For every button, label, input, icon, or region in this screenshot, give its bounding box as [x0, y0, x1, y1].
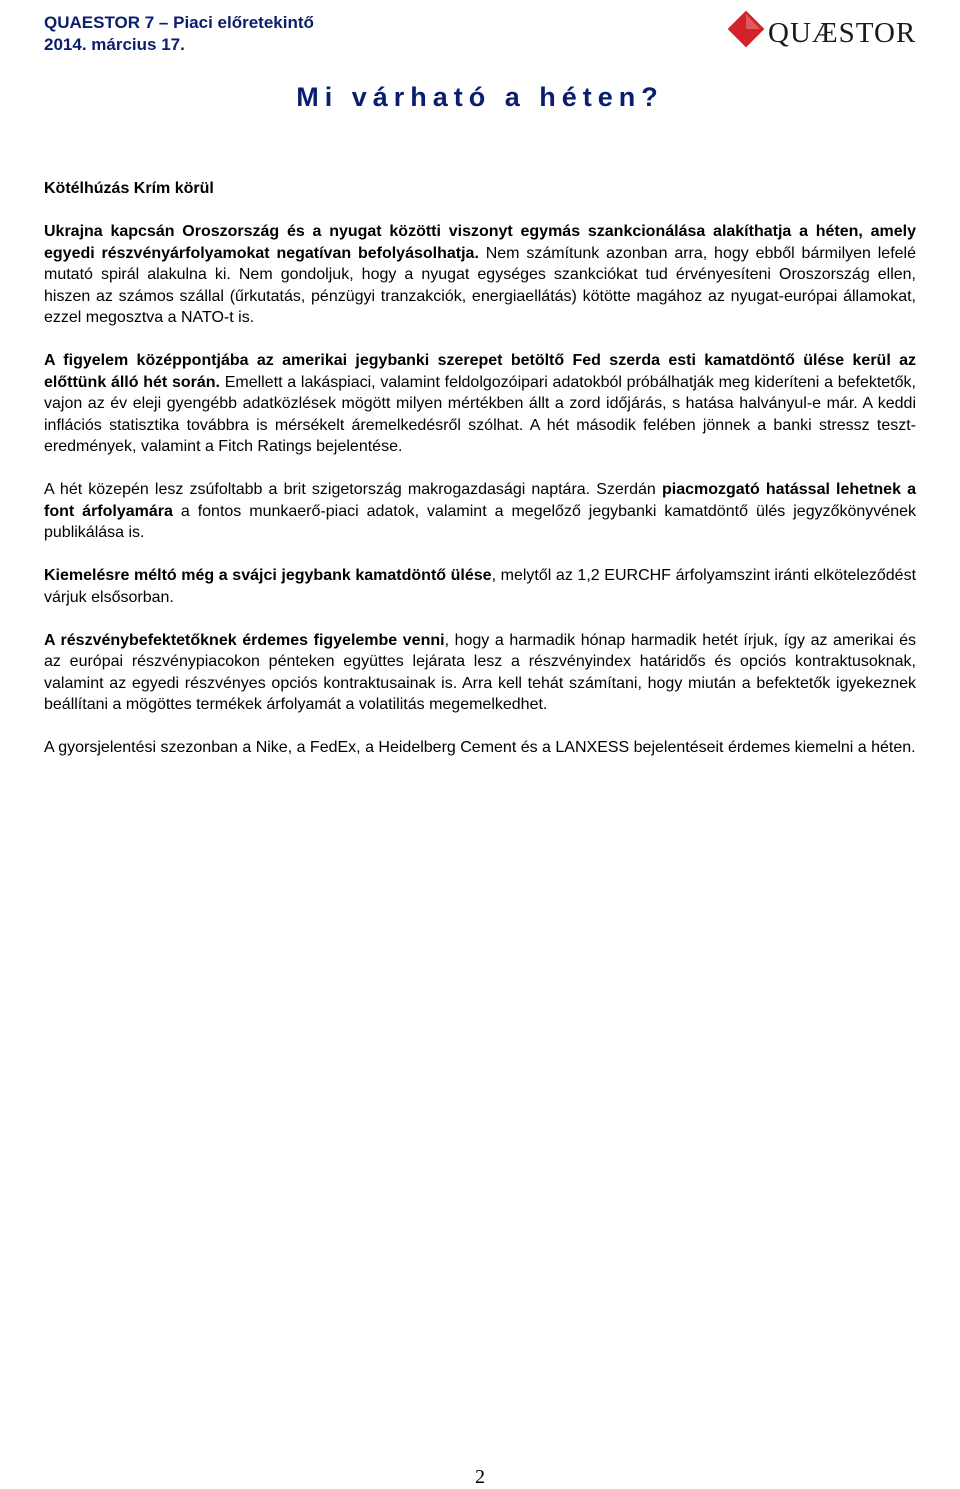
paragraph-fed-bold: A figyelem középpontjába az amerikai jegybanki szerepet betöltő Fed szerda esti kamatdöntő ülése kerül az előttünk álló hét során. [44, 352, 916, 391]
paragraph-ukraine-text: Nem számítunk azonban arra, hogy ebből bármilyen lefelé mutató spirál alakulna ki. Nem gondoljuk, hogy a nyugat egységes szankciókat tud érvényesíteni Oroszország ellen, hiszen az számos szállal (űrkutatás, pénzügyi tranzakciók, energiaellátás) kötötte magához az nyugat-európai államokat, ezzel megosztva a NATO-t is. [44, 244, 917, 326]
paragraph-uk-text-before: A hét közepén lesz zsúfoltabb a brit szigetország makrogazdasági naptára. Szerdán [44, 481, 662, 498]
paragraph-uk-bold: piacmozgató hatással lehetnek a font árfolyamára [44, 481, 916, 520]
paragraph-expiry-bold: A részvénybefektetőknek érdemes figyelembe venni [44, 631, 445, 649]
paragraph-expiry-text: , hogy a harmadik hónap harmadik hetét írjuk, így az amerikai és az európai részvénypiacokon pénteken együttes lejárata lesz a részvényindex határidős és opciós kontraktusoknak, valamint az egyedi részvényes opciós kontraktusainak is. Arra kell tehát számítani, hogy miután a befektetők igyekeznek beállítani a mögöttes termékek árfolyamát a volatilitás megemelkedhet. [44, 631, 916, 713]
section-heading: Kötélhúzás Krím körül [44, 180, 214, 197]
paragraph-fed [44, 350, 916, 458]
paragraph-uk [44, 479, 916, 544]
paragraph-snb-text: , melytől az 1,2 EURCHF árfolyamszint iránti elköteleződést várjuk elsősorban. [44, 567, 917, 606]
header-left [44, 12, 314, 56]
paragraph-ukraine [44, 221, 916, 329]
paragraph-earnings-text: A gyorsjelentési szezonban a Nike, a FedEx, a Heidelberg Cement és a LANXESS bejelentéseit érdemes kiemelni a héten. [44, 739, 916, 756]
article-body [44, 178, 916, 780]
paragraph-uk-text-after: a fontos munkaerő-piaci adatok, valamint a megelőző jegybanki kamatdöntő ülés jegyzőkönyvének publikálása is. [44, 502, 916, 541]
paragraph-earnings [44, 737, 916, 759]
report-date: 2014. március 17. [44, 35, 185, 54]
quaestor-logo [724, 6, 924, 58]
paragraph-expiry [44, 630, 916, 716]
paragraph-ukraine-bold: Ukrajna kapcsán Oroszország és a nyugat közötti viszonyt egymás szankcionálása alakíthatja a héten, amely egyedi részvényárfolyamokat negatívan befolyásolhatja. [44, 223, 916, 262]
report-title: QUAESTOR 7 – Piaci előretekintő [44, 13, 314, 32]
paragraph-snb [44, 565, 916, 608]
paragraph-fed-text: Emellett a lakáspiaci, valamint feldolgozóipari adatokból próbálhatják meg kideríteni a befektetők, vajon az év eleji gyengébb adatközlések mögött milyen mértékben állt a zord időjárás, s hatása halványul-e már. A keddi inflációs statisztika továbbra is mérsékelt áremelkedésről szólhat. A hét második felében jönnek a banki stressz teszt-eredmények, valamint a Fitch Ratings bejelentése. [44, 373, 916, 455]
logo-wordmark: QUÆSTOR [768, 17, 917, 49]
page-number: 2 [475, 1466, 485, 1488]
page-header [44, 12, 924, 72]
paragraph-snb-bold: Kiemelésre méltó még a svájci jegybank kamatdöntő ülése [44, 567, 492, 584]
page-title: Mi várható a héten? [296, 82, 664, 112]
